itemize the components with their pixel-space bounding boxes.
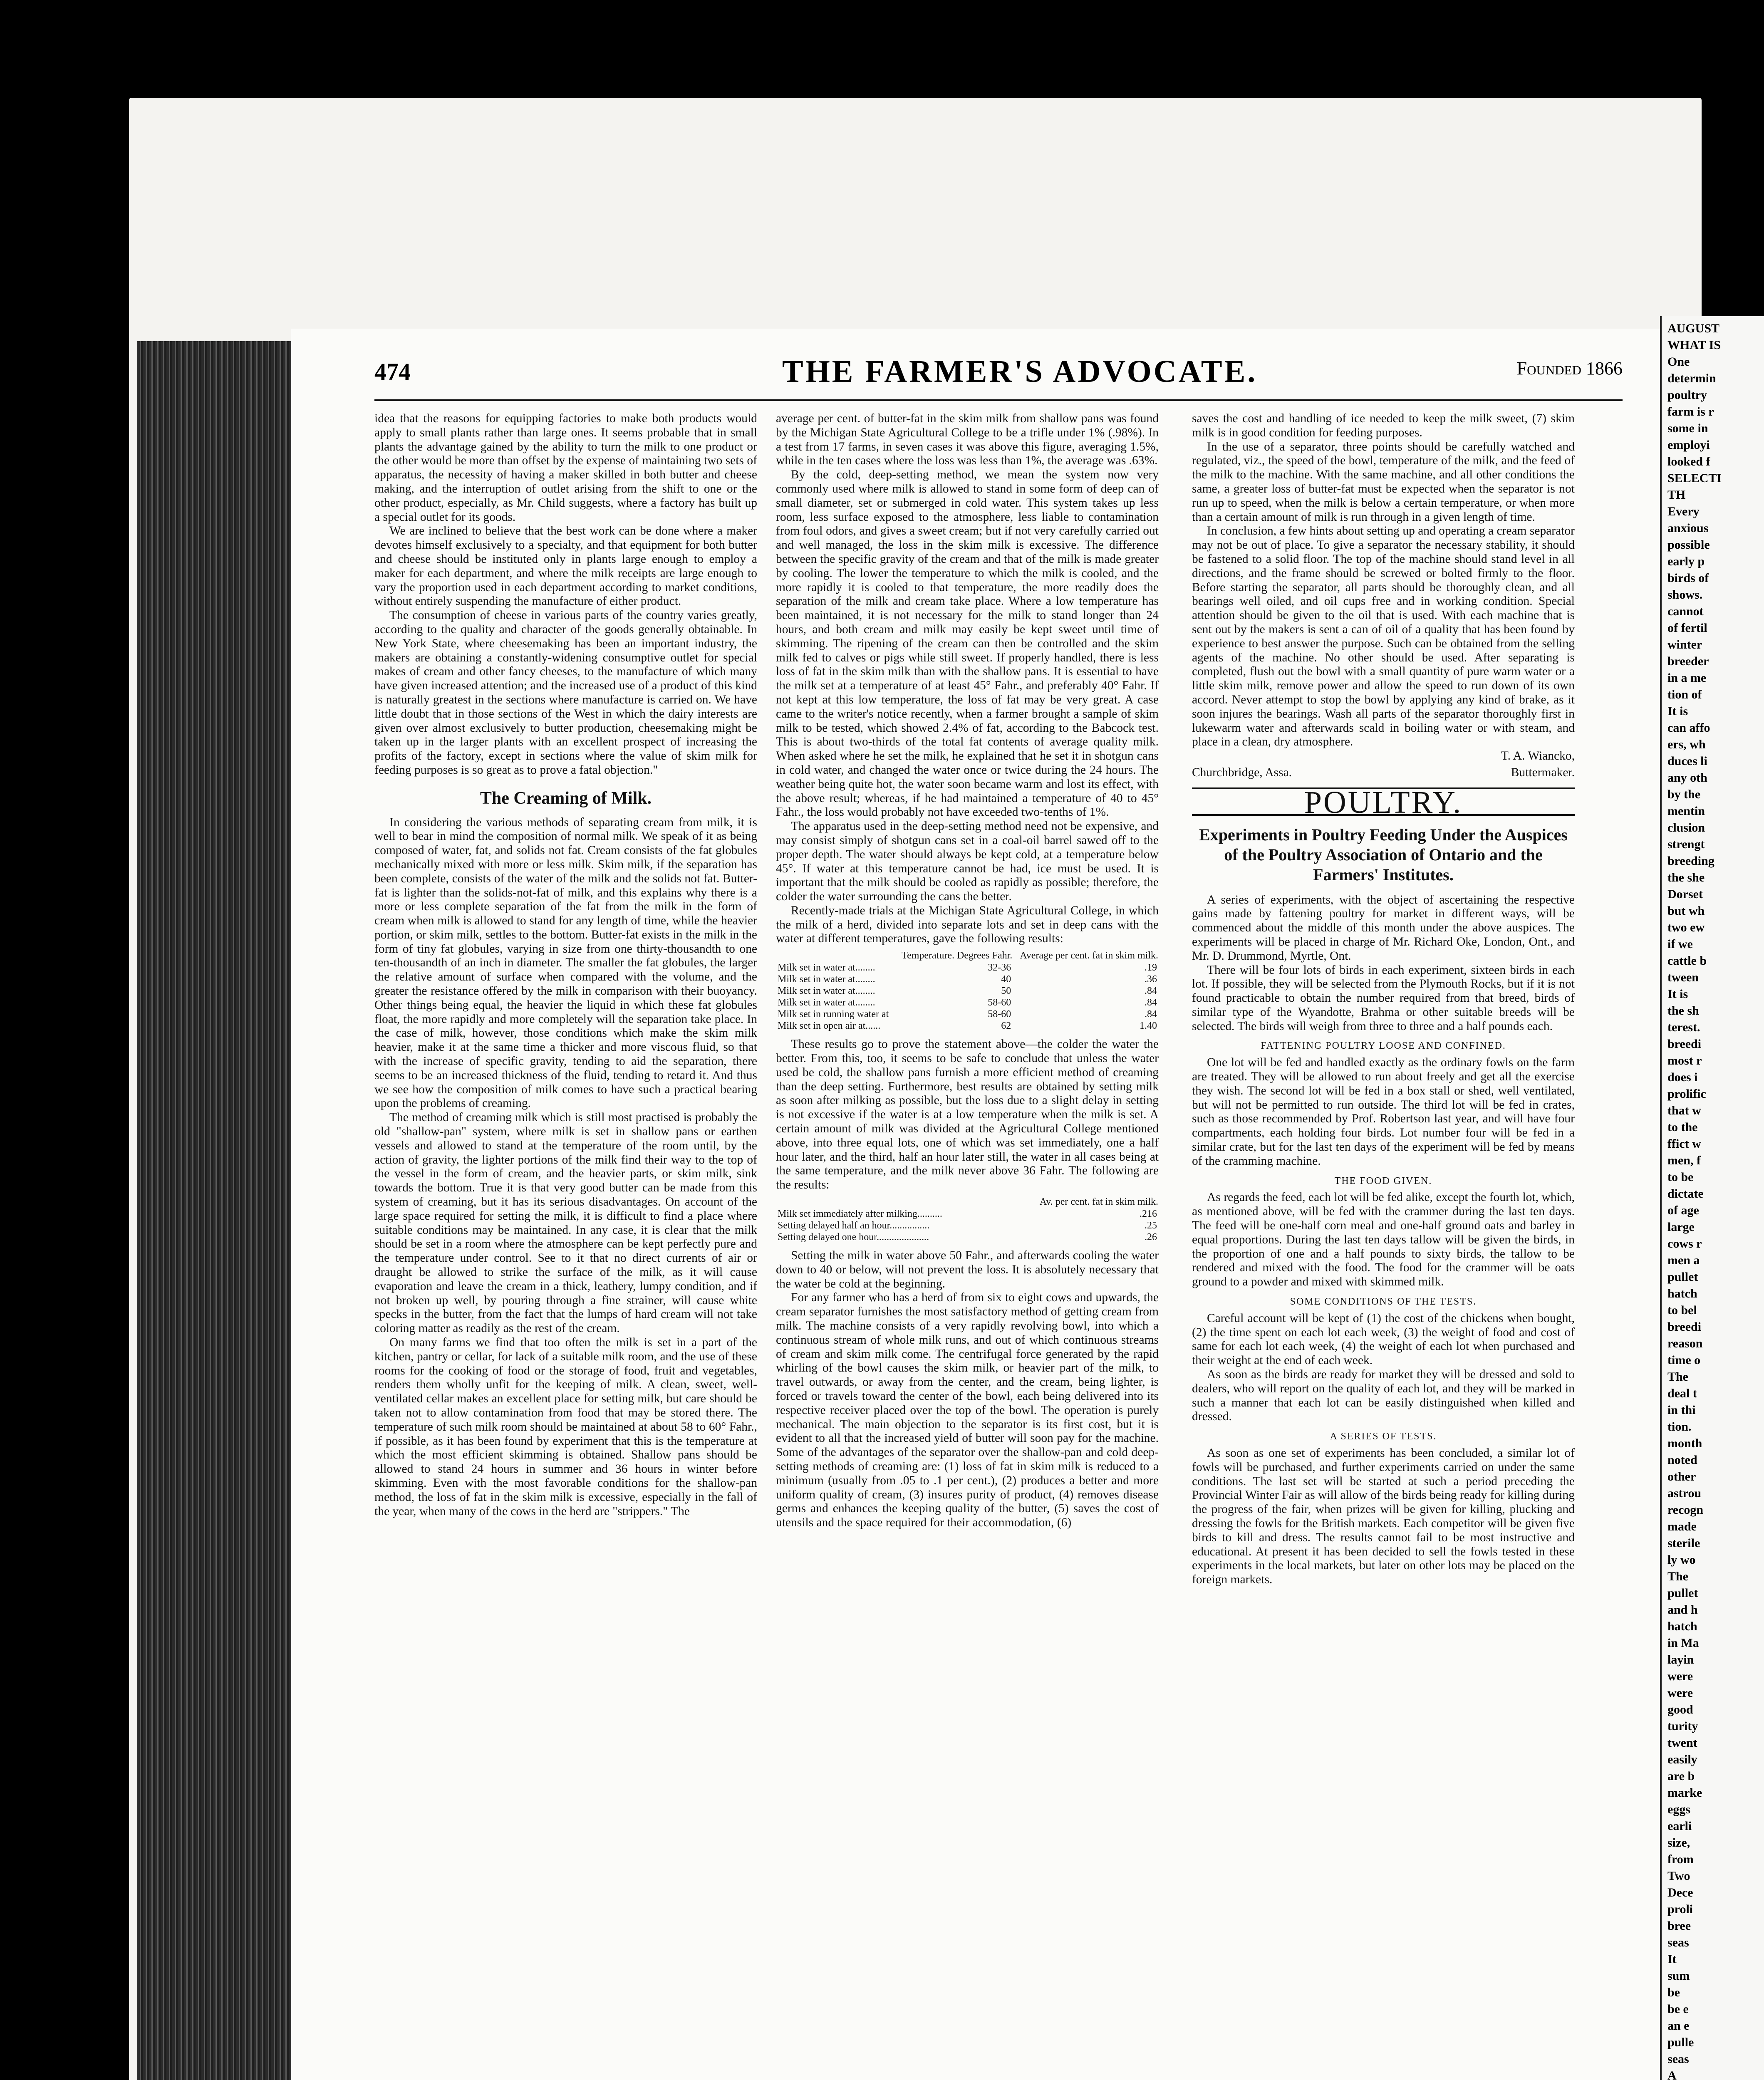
facing-page-line: but wh [1667, 904, 1705, 918]
paragraph: The apparatus used in the deep-setting method need not be expensive, and may consist simply of shotgun cans set in a coal-oil barrel sawed off to the proper depth. The water should always be kept cold, at a temperature below 45°. If water at this temperature cannot be had, ice must be used. It is important that the milk should be cooled as rapidly as possible; therefore, the colder the water surrounding the cans the better. [776, 820, 1159, 904]
facing-page-line: seas [1667, 1936, 1689, 1949]
table-cell: Setting delayed one hour..................... [778, 1232, 929, 1243]
table-cell: .84 [1145, 986, 1157, 997]
facing-page-line: size, [1667, 1836, 1690, 1850]
facing-page-line: noted [1667, 1453, 1697, 1467]
delay-results-table [776, 1196, 1159, 1243]
signature-name: T. A. Wiancko, [1501, 749, 1575, 763]
facing-page-line: were [1667, 1669, 1693, 1683]
table-cell: .84 [1145, 1009, 1157, 1020]
facing-page-line: to the [1667, 1120, 1698, 1134]
facing-page-line: other [1667, 1470, 1696, 1483]
facing-page-line: be e [1667, 2002, 1689, 2016]
facing-page-line: time o [1667, 1353, 1701, 1367]
paragraph: Setting the milk in water above 50 Fahr., and afterwards cooling the water down to 40 or below, will not prevent the loss. It is absolutely necessary that the water be cold at the beginning. [776, 1249, 1159, 1290]
facing-page-line: farm is r [1667, 405, 1714, 418]
facing-page-line: WHAT IS [1667, 338, 1721, 352]
facing-page-line: breeding [1667, 854, 1714, 868]
paragraph: As soon as the birds are ready for market they will be dressed and sold to dealers, who will report on the quality of each lot, and they will be marked in such a manner that each lot can be easily distinguished when killed and dressed. [1192, 1368, 1575, 1424]
facing-page-line: men, f [1667, 1154, 1701, 1167]
founded-label: Founded 1866 [1516, 358, 1623, 379]
facing-page-line: bree [1667, 1919, 1691, 1933]
page-header [374, 349, 1623, 399]
facing-page-line: One [1667, 355, 1690, 369]
table-header: Average per cent. fat in skim milk. [1020, 950, 1158, 961]
facing-page-line: anxious [1667, 521, 1709, 535]
table-cell: 50 [1001, 986, 1011, 997]
facing-page-line: twent [1667, 1736, 1697, 1750]
paragraph: By the cold, deep-setting method, we mean the system now very commonly used where milk is allowed to stand in some form of deep can of small diameter, set or submerged in cold water. This system takes up less room, less surface exposed to the atmosphere, less liable to contamination from foul odors, and gives a sweet cream; but if not very carefully carried out and well managed, the loss in the skim milk is excessive. The difference between the specific gravity of the cream and that of the milk is made greater by cooling. The lower the temperature to which the milk is cooled, and the more rapidly it is cooled to that temperature, the more readily does the separation of the milk and cream take place. Where a low temperature has been maintained, it is not necessary for the milk to stand longer than 24 hours, and both cream and milk may easily be kept sweet until time of skimming. The ripening of the cream can then be controlled and the skim milk fed to calves or pigs while still sweet. If properly handled, there is less loss of fat in the skim milk than with the shallow pans. It is essential to have the milk set at a temperature of at least 45° Fahr., and preferably 40° Fahr. If not kept at this low temperature, the loss of fat may be very great. A case came to the writer's notice recently, when a farmer brought a sample of skim milk to be tested, which showed 2.4% of fat, according to the Babcock test. This is about two-thirds of the total fat contents of average quality milk. When asked where he set the milk, he explained that he set it in shotgun cans in cold water, and changed the water once or twice during the 24 hours. The weather being quite hot, the water soon became warm and lost its effect, with the above result; whereas, if he had maintained a temperature of 40 to 45° Fahr., the loss would probably not have exceeded two-tenths of 1%. [776, 468, 1159, 819]
paragraph: The method of creaming milk which is still most practised is probably the old "shallow-pan" system, where milk is set in shallow pans or earthen vessels and allowed to stand at the temperature of the room until, by the action of gravity, the lighter portions of the milk find their way to the top of the vessel in the form of cream, and the heavier parts, or skim milk, sink towards the bottom. True it is that very good butter can be made from this system of creaming, but it has its serious disadvantages. On account of the large space required for setting the milk, it is difficult to find a place where suitable conditions may be maintained. In any case, it is clear that the milk should be set in a room where the atmosphere can be kept perfectly pure and the temperature under control. See to it that no direct currents of air or draught be allowed to strike the surface of the milk, as it will cause evaporation and leave the cream in a thick, leathery, lumpy condition, and if not broken up well, by pouring through a fine strainer, will cause white specks in the butter, from the fact that the lumps of hard cream will not take coloring matter as readily as the rest of the cream. [374, 1111, 757, 1335]
facing-page-line: tween [1667, 971, 1699, 984]
signature-place: Churchbridge, Assa. [1192, 765, 1292, 779]
facing-page-line: and h [1667, 1603, 1698, 1617]
table-cell: Milk set in water at........ [778, 962, 875, 973]
facing-page-line: most r [1667, 1054, 1702, 1067]
column-1 [374, 412, 757, 2080]
facing-page-line: mentin [1667, 804, 1705, 818]
facing-page-line: are b [1667, 1769, 1695, 1783]
table-row [776, 997, 1159, 1008]
table-cell: Milk set in water at........ [778, 974, 875, 985]
facing-page-line: any oth [1667, 771, 1707, 785]
paragraph: One lot will be fed and handled exactly as the ordinary fowls on the farm are treated. They will be allowed to run about freely and get all the exercise they wish. The second lot will be fed in a box stall or shed, well ventilated, but will not be permitted to run outside. The third lot will be fed in crates, such as those recommended by Prof. Robertson last year, and will have four compartments, each holding four birds. Lot number four will be fed in a similar crate, but for the last ten days of the experiment will be fed by means of the cramming machine. [1192, 1056, 1575, 1168]
section-title: The Creaming of Milk. [480, 788, 652, 808]
table-cell: Milk set immediately after milking.......... [778, 1208, 942, 1220]
facing-page-line: of age [1667, 1203, 1699, 1217]
facing-page-line: breedi [1667, 1320, 1702, 1334]
paragraph: In conclusion, a few hints about setting up and operating a cream separator may not be out of place. To give a separator the necessary stability, it should be fastened to a solid floor. The top of the machine should stand level in all directions, and the frame should be screwed or bolted firmly to the floor. Before starting the separator, all parts should be thoroughly clean, and all bearings well oiled, and oil cups free and in working condition. Special attention should be given to the oil that is used. With each machine that is sent out by the makers is sent a can of oil of a quality that has been found by experience to best answer the purpose. Such can be obtained from the selling agents of the machine. No other should be used. After separating is completed, flush out the bowl with a small quantity of pure warm water or a little skim milk, remove power and allow the speed to run down of its own accord. Never attempt to stop the bowl by applying any kind of brake, as it soon injures the bearings. Wash all parts of the separator thoroughly first in lukewarm water and afterwards scald in boiling water or with steam, and place in a clean, dry atmosphere. [1192, 524, 1575, 749]
table-cell: Milk set in water at........ [778, 986, 875, 997]
facing-page-line: breeder [1667, 654, 1709, 668]
facing-page-line: large [1667, 1220, 1695, 1234]
facing-page-line: looked f [1667, 455, 1710, 468]
table-cell: .84 [1145, 997, 1157, 1008]
paragraph: As regards the feed, each lot will be fed alike, except the fourth lot, which, as mentioned above, will be fed with the crammer during the last ten days. The feed will be one-half corn meal and one-half ground oats and barley in equal proportions. During the last ten days tallow will be given the birds, in the proportion of one and a half pounds to sixty birds, the tallow to be rendered and mixed with the food. The food for the crammer will be oats ground to a powder and mixed with skimmed milk. [1192, 1191, 1575, 1289]
book-page-edges [137, 341, 295, 2080]
facing-page-line: in a me [1667, 671, 1707, 685]
facing-page-line: breedi [1667, 1037, 1702, 1051]
facing-page-line: marke [1667, 1786, 1702, 1800]
facing-page-line: Dece [1667, 1886, 1693, 1899]
table-cell: .36 [1145, 974, 1157, 985]
article-title: Experiments in Poultry Feeding Under the Auspices of the Poultry Association of Ontario and the Farmers' Institutes. [1199, 825, 1568, 884]
facing-page-line: some in [1667, 421, 1708, 435]
facing-page-line: were [1667, 1686, 1693, 1700]
paragraph: idea that the reasons for equipping factories to make both products would apply to small plants rather than large ones. It seems probable that in small plants the advantage gained by the ability to turn the milk to one product or the other would be more than offset by the expense of maintaining two sets of apparatus, the necessity of having a maker skilled in both butter and cheese making, and the interruption of outlet arising from the shift to one or the other product, especially, as Mr. Child suggests, where a factory has built up a special outlet for its goods. [374, 412, 757, 524]
paragraph: Recently-made trials at the Michigan State Agricultural College, in which the milk of a herd, divided into separate lots and set in deep cans with the water at different temperatures, gave the following results: [776, 904, 1159, 946]
facing-page-line: shows. [1667, 588, 1703, 602]
facing-page-line: A [1667, 2069, 1677, 2080]
facing-page-line: Two [1667, 1869, 1690, 1883]
page-number: 474 [374, 358, 411, 385]
facing-page-line: hatch [1667, 1619, 1697, 1633]
facing-page-line: the sh [1667, 1004, 1699, 1018]
facing-page-line: tion of [1667, 688, 1702, 701]
facing-page-line: It [1667, 1952, 1677, 1966]
column-2 [776, 412, 1159, 2080]
facing-page-line: TH [1667, 488, 1686, 502]
facing-page-line: cows r [1667, 1237, 1702, 1250]
table-cell: 58-60 [988, 997, 1011, 1008]
facing-page-line: pullet [1667, 1270, 1698, 1284]
facing-page-line: pullet [1667, 1586, 1698, 1600]
facing-page-line: ly wo [1667, 1553, 1696, 1567]
facing-page-line: made [1667, 1520, 1697, 1533]
table-cell: Milk set in running water at [778, 1009, 889, 1020]
facing-page-line: men a [1667, 1253, 1700, 1267]
facing-page-line: seas [1667, 2052, 1689, 2066]
table-cell: .25 [1145, 1220, 1157, 1231]
facing-page-line: employi [1667, 438, 1710, 452]
masthead-title: THE FARMER'S ADVOCATE. [782, 354, 1258, 389]
facing-page-line: eggs [1667, 1803, 1690, 1816]
facing-page-line: easily [1667, 1753, 1697, 1766]
table-row [776, 1220, 1159, 1231]
table-cell: 1.40 [1140, 1020, 1157, 1032]
facing-page-line: of fertil [1667, 621, 1707, 635]
facing-page-line: in thi [1667, 1403, 1696, 1417]
table-row [776, 1008, 1159, 1020]
facing-page-line: tion. [1667, 1420, 1692, 1434]
column-3 [1192, 412, 1575, 2080]
facing-page-line: clusion [1667, 821, 1705, 834]
facing-page-text [1662, 316, 1764, 2080]
table-cell: Setting delayed half an hour................ [778, 1220, 930, 1231]
facing-page-line: winter [1667, 638, 1702, 651]
facing-page-line: sum [1667, 1969, 1690, 1983]
facing-page-line: The [1667, 1570, 1689, 1583]
facing-page-line: layin [1667, 1653, 1694, 1666]
facing-page-line: cannot [1667, 604, 1704, 618]
facing-page-line: prolific [1667, 1087, 1706, 1101]
temperature-results-table [776, 949, 1159, 1032]
subheading: SOME CONDITIONS OF THE TESTS. [1290, 1296, 1477, 1307]
table-cell: Milk set in open air at...... [778, 1020, 881, 1032]
table-cell: 58-60 [988, 1009, 1011, 1020]
facing-page-line: earli [1667, 1819, 1692, 1833]
facing-page-line: be [1667, 1986, 1680, 1999]
facing-page-line: early p [1667, 555, 1705, 568]
facing-page-line: to be [1667, 1170, 1694, 1184]
facing-page-line: astrou [1667, 1486, 1702, 1500]
table-header: Temperature. Degrees Fahr. [902, 950, 1013, 961]
facing-page-fragment [1660, 316, 1764, 2080]
paragraph: Careful account will be kept of (1) the cost of the chickens when bought, (2) the time spent on each lot each week, (3) the weight of food and cost of same for each lot each week, (4) the weight of each lot when purchased and their weight at the end of each week. [1192, 1311, 1575, 1367]
paragraph: saves the cost and handling of ice needed to keep the milk sweet, (7) skim milk is in good condition for feeding purposes. [1192, 412, 1575, 439]
table-row [776, 973, 1159, 985]
facing-page-line: turity [1667, 1719, 1698, 1733]
facing-page-line: SELECTI [1667, 471, 1722, 485]
facing-page-line: ffict w [1667, 1137, 1701, 1151]
facing-page-line: hatch [1667, 1287, 1697, 1300]
facing-page-line: Every [1667, 505, 1700, 518]
paragraph: The consumption of cheese in various parts of the country varies greatly, according to the quality and character of the goods generally obtainable. In New York State, where cheesemaking has been an important industry, the makers are obtaining a constantly-widening consumptive outlet for special makes of cream and other fancy cheeses, to the manufacture of which many have given increased attention; and the increased use of a product of this kind is naturally greatest in the sections where manufacture is carried on. We have little doubt that in those sections of the West in which the dairy interests are given over almost exclusively to butter production, cheesemaking might be taken up in the larger plants with an excellent prospect of increasing the profits of the factory, except in sections where the value of skim milk for feeding purposes is so great as to prove a fatal objection." [374, 609, 757, 777]
table-cell: .26 [1145, 1232, 1157, 1243]
facing-page-line: by the [1667, 787, 1701, 801]
facing-page-line: possible [1667, 538, 1710, 552]
facing-page-line: the she [1667, 871, 1705, 884]
paragraph: For any farmer who has a herd of from six to eight cows and upwards, the cream separator furnishes the most satisfactory method of getting cream from milk. The machine consists of a very rapidly revolving bowl, into which a continuous stream of whole milk runs, and out of which continuous streams of cream and skim milk come. The centrifugal force generated by the rapid whirling of the bowl causes the skim milk, or heavier part of the milk, to travel outwards, or away from the center, and the cream, being lighter, is forced or travels toward the center of the bowl, each being delivered into its respective receiver placed over the top of the bowl. The operation is purely mechanical. The main objection to the separator is its first cost, but it is evident to all that the increased yield of butter will soon pay for the machine. Some of the advantages of the separator over the shallow-pan and cold deep-setting methods of creaming are: (1) loss of fat in skim milk is reduced to a minimum (usually from .05 to .1 per cent.), (2) produces a better and more uniform quality of cream, (3) insures purity of product, (4) removes disease germs and enhances the keeping quality of the butter, (5) saves the cost of utensils and the space required for their accommodation, (6) [776, 1291, 1159, 1530]
table-row [776, 1231, 1159, 1243]
facing-page-line: The [1667, 1370, 1689, 1384]
facing-page-line: terest. [1667, 1020, 1700, 1034]
paragraph: These results go to prove the statement above—the colder the water the better. From this, too, it seems to be safe to conclude that unless the water used be cold, the shallow pans furnish a more efficient method of creaming than the deep setting. Furthermore, best results are obtained by setting milk as soon after milking as possible, but the loss due to a slight delay in setting is not excessive if the water is at a low temperature when the milk is set. A certain amount of milk was divided at the Agricultural College mentioned above, into three equal lots, one of which was set immediately, one a half hour later, and the third, half an hour later still, the water in all cases being at the same temperature, and the milk never above 36 Fahr. The following are the results: [776, 1038, 1159, 1192]
table-cell: .19 [1145, 962, 1157, 973]
facing-page-line: determin [1667, 371, 1716, 385]
subheading: FATTENING POULTRY LOOSE AND CONFINED. [1261, 1040, 1506, 1052]
table-header [776, 1196, 1000, 1208]
facing-page-line: strengt [1667, 837, 1705, 851]
facing-page-line: dictate [1667, 1187, 1704, 1201]
table-header [776, 949, 896, 962]
facing-page-line: proli [1667, 1902, 1693, 1916]
paragraph: A series of experiments, with the object of ascertaining the respective gains made by fattening poultry for market in different ways, will be commenced about the middle of this month under the above auspices. The experiments will be placed in charge of Mr. Richard Oke, London, Ont., and Mr. D. Drummond, Myrtle, Ont. [1192, 893, 1575, 963]
facing-page-line: poultry [1667, 388, 1707, 402]
facing-page-line: deal t [1667, 1387, 1697, 1400]
facing-page-line: two ew [1667, 921, 1705, 934]
paragraph: We are inclined to believe that the best work can be done where a maker devotes himself exclusively to a specialty, and that equipment for both butter and cheese should be instituted only in plants large enough to employ a maker for each department, and where the milk receipts are large enough to vary the proportion used in each department according to market conditions, without entirely suspending the manufacture of either product. [374, 524, 757, 608]
header-rule [374, 399, 1623, 401]
paragraph: In the use of a separator, three points should be carefully watched and regulated, viz., the speed of the bowl, temperature of the milk, and the feed of the milk to the machine. With the same machine, and all other conditions the same, a greater loss of butter-fat must be expected when the separator is not run up to speed, when the milk is below a certain temperature, or when more than a certain amount of milk is run through in a given length of time. [1192, 440, 1575, 524]
table-cell: 40 [1001, 974, 1011, 985]
facing-page-line: cattle b [1667, 954, 1707, 968]
section-banner: POULTRY. [1192, 787, 1575, 816]
facing-page-line: It is [1667, 987, 1688, 1001]
table-row [776, 1208, 1159, 1220]
table-row [776, 962, 1159, 973]
facing-page-line: Dorset [1667, 887, 1703, 901]
facing-page-line: AUGUST [1667, 322, 1720, 335]
facing-page-line: pulle [1667, 2035, 1694, 2049]
subheading: A SERIES OF TESTS. [1330, 1431, 1437, 1442]
facing-page-line: to bel [1667, 1303, 1697, 1317]
facing-page-line: does i [1667, 1070, 1698, 1084]
facing-page-line: It is [1667, 704, 1688, 718]
facing-page-line: birds of [1667, 571, 1709, 585]
table-cell: .216 [1140, 1208, 1157, 1220]
subheading: THE FOOD GIVEN. [1334, 1175, 1432, 1186]
facing-page-line: if we [1667, 937, 1693, 951]
signature-line [1192, 766, 1575, 780]
facing-page-line: that w [1667, 1104, 1701, 1117]
facing-page-line: ers, wh [1667, 738, 1706, 751]
table-row [776, 1020, 1159, 1032]
facing-page-line: recogn [1667, 1503, 1704, 1517]
facing-page-line: an e [1667, 2019, 1690, 2033]
signature-role: Buttermaker. [1511, 765, 1575, 779]
table-cell: Milk set in water at........ [778, 997, 875, 1008]
paragraph: average per cent. of butter-fat in the skim milk from shallow pans was found by the Michigan State Agricultural College to be a trifle under 1% (.98%). In a test from 17 farms, in seven cases it was above this figure, averaging 1.5%, while in the ten cases where the loss was less than 1%, the average was .63%. [776, 412, 1159, 468]
paragraph: There will be four lots of birds in each experiment, sixteen birds in each lot. If possible, they will be selected from the Plymouth Rocks, but if it is not found practicable to obtain the number required from that breed, birds of similar type of the Wyandotte, Brahma or other suitable breeds will be selected. The birds will weigh from three to three and a half pounds each. [1192, 963, 1575, 1033]
facing-page-line: good [1667, 1703, 1693, 1716]
table-row [776, 985, 1159, 997]
facing-page-line: from [1667, 1852, 1694, 1866]
facing-page-line: can affo [1667, 721, 1710, 735]
facing-page-line: in Ma [1667, 1636, 1699, 1650]
facing-page-line: sterile [1667, 1536, 1700, 1550]
table-cell: 32-36 [988, 962, 1011, 973]
facing-page-line: month [1667, 1436, 1702, 1450]
table-header: Av. per cent. fat in skim milk. [1039, 1196, 1158, 1208]
paragraph: In considering the various methods of separating cream from milk, it is well to bear in mind the composition of normal milk. We speak of it as being composed of water, fat, and solids not fat. Cream consists of the fat globules mechanically mixed with more or less milk. Skim milk, if the separation has been complete, consists of the water of the milk and the solids not fat. Butter-fat is lighter than the solids-not-fat of milk, and this explains why there is a more or less complete separation of the fat from the milk in the form of cream when milk is allowed to stand for any length of time, while the heavier portion, or skim milk, settles to the bottom. Butter-fat exists in the milk in the form of tiny fat globules, varying in size from one thirty-thousandth to one ten-thousandth of an inch in diameter. The smaller the fat globules, the larger the relative amount of surface when compared with the volume, and the greater the resistance offered by the milk in comparison with their buoyancy. Other things being equal, the heavier the liquid in which these fat globules float, the more rapidly and more completely will the separation take place. In the case of milk, however, those conditions which make the skim milk heavier, make it at the same time a thicker and more viscous fluid, so that with the increase of specific gravity, tending to aid the separation, there seems to be an increased thickness of the fluid, tending to retard it. And thus we see how the composition of milk comes to have such a practical bearing upon the problems of creaming. [374, 815, 757, 1110]
paragraph: As soon as one set of experiments has been concluded, a similar lot of fowls will be purchased, and further experiments carried on under the same conditions. The last set will be started at such a period preceding the Provincial Winter Fair as will allow of the birds being ready for killing during the progress of the fair, when prizes will be given for killing, plucking and dressing the fowls for the British markets. Each competitor will be given five birds to kill and dress. The results cannot fail to be most instructive and educational. At present it has been decided to sell the fowls tested in these experiments in the local markets, but later on other lots may be placed on the foreign markets. [1192, 1446, 1575, 1587]
facing-page-line: duces li [1667, 754, 1707, 768]
facing-page-line: reason [1667, 1337, 1703, 1350]
table-cell: 62 [1001, 1020, 1011, 1032]
paragraph: On many farms we find that too often the milk is set in a part of the kitchen, pantry or cellar, for lack of a suitable milk room, and the use of these rooms for the cooking of food or the storage of food, fruit and vegetables, renders them wholly unfit for the keeping of milk. A clean, sweet, well-ventilated cellar makes an excellent place for setting milk, but care should be taken not to allow contamination from food that may be stored there. The temperature of such milk room should be maintained at about 58 to 60° Fahr., if possible, as it has been found by experiment that this is the temperature at which the most efficient skimming is obtained. Shallow pans should be allowed to stand 24 hours in summer and 36 hours in winter before skimming. Even with the most favorable conditions for the shallow-pan method, the loss of fat in the skim milk is excessive, especially in the fall of the year, when many of the cows in the herd are "strippers." The [374, 1336, 757, 1518]
